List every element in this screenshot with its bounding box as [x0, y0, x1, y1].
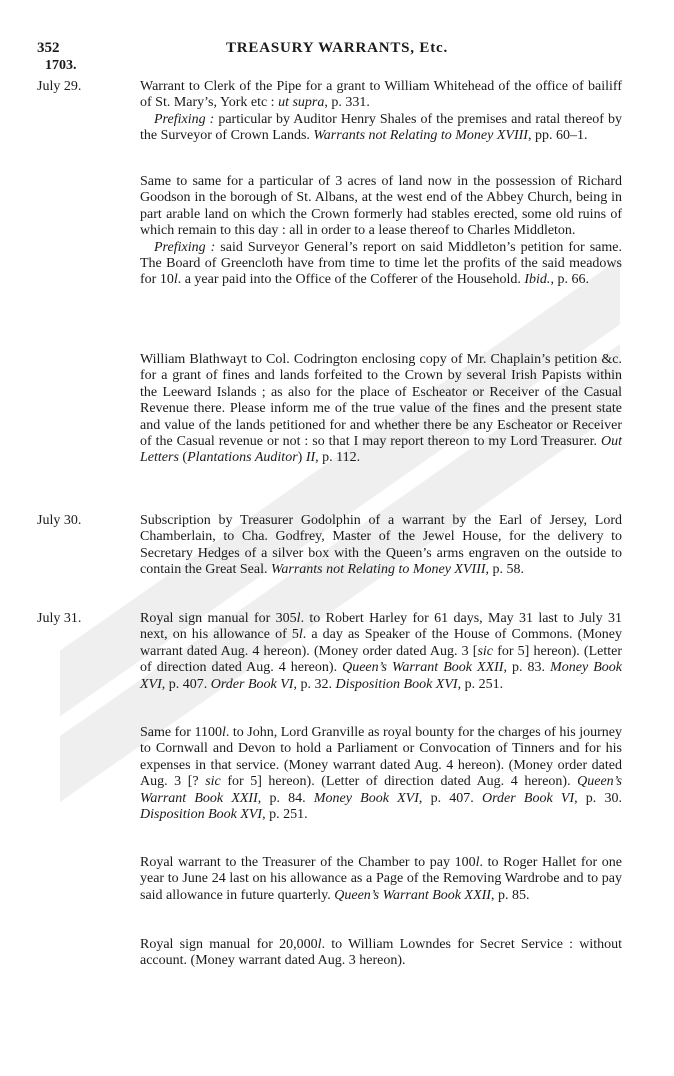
- italic-run: ut supra: [278, 95, 325, 111]
- text-run: . a year paid into the Office of the Cofferer of the Household.: [177, 272, 525, 288]
- italic-run: l: [221, 725, 226, 740]
- entry-date: July 30.: [37, 513, 82, 528]
- text-run: , p. 84.: [257, 790, 314, 806]
- italic-run: Out Letters: [140, 434, 622, 466]
- text-run: , p. 83.: [503, 660, 551, 676]
- entry: [140, 855, 622, 904]
- italic-run: Disposition Book XVI: [335, 676, 458, 692]
- year-label: 1703.: [45, 58, 77, 73]
- text-run: , p. 407.: [161, 676, 211, 692]
- italic-run: Queen’s Warrant Book XXII: [334, 887, 491, 903]
- text-run: Royal sign manual for 20,000: [140, 937, 318, 952]
- text-run: for 5] hereon). (Letter of direction dated Aug. 4 hereon).: [220, 774, 578, 790]
- text-run: . to Robert Harley for 61 days, May 31 last to July 31 next, on his allowance of 5: [140, 611, 623, 643]
- italic-run: l: [317, 937, 322, 952]
- text-run: Royal sign manual for 305: [140, 611, 297, 626]
- text-run: (: [178, 450, 188, 466]
- entry-date: July 31.: [37, 611, 82, 626]
- text-run: ): [297, 450, 306, 466]
- italic-run: l: [173, 272, 178, 288]
- entry-paragraph: [140, 855, 622, 904]
- italic-run: Plantations Auditor: [187, 450, 298, 466]
- text-run: William Blathwayt to Col. Codrington enclosing copy of Mr. Chaplain’s petition &c. for a grant of fines and lands forfeited to the Crown by several Irish Papists within the Leeward Islands ; as also for the place of Escheator or Receiver of the Casual Revenue there. Please inform me of the true value of the fines and the present state and value of the lands petitioned for and whether there be any Escheator or Receiver of the Casual revenue or not : so that I may report thereon to my Lord Treasurer.: [140, 352, 622, 450]
- italic-run: Warrants not Relating to Money XVIII: [271, 562, 486, 578]
- text-run: , p. 112.: [315, 450, 361, 466]
- page-number: 352: [37, 40, 60, 56]
- text-run: Same to same for a particular of 3 acres of land now in the possession of Richard Goodson in the borough of St. Albans, at the west end of the Abbey Church, being in part arable land on which the Crown formerly had stables erected, some old ruins of which remain to this day : all in order to a lease thereof to Charles Middleton.: [140, 174, 622, 239]
- text-run: , p. 85.: [490, 887, 530, 903]
- italic-run: Queen’s Warrant Book XXII: [342, 660, 504, 676]
- italic-run: Prefixing :: [154, 111, 215, 127]
- text-run: , p. 407.: [418, 790, 483, 806]
- italic-run: Order Book VI: [210, 676, 294, 692]
- entry: [140, 174, 622, 289]
- entry: [140, 79, 622, 145]
- text-run: said Surveyor General’s report on said Middleton’s petition for same. The Board of Greencloth have from time to time let the profits of the said meadows for 10: [140, 239, 622, 288]
- text-run: Warrant to Clerk of the Pipe for a grant to William Whitehead of the office of bailiff of St. Mary’s, York etc :: [140, 79, 622, 111]
- entry-paragraph: [140, 937, 622, 970]
- running-title: TREASURY WARRANTS, Etc.: [225, 40, 449, 56]
- italic-run: Ibid.: [524, 272, 551, 288]
- text-run: Subscription by Treasurer Godolphin of a warrant by the Earl of Jersey, Lord Chamberlain, to Cha. Godfrey, Master of the Jewel House, for the delivery to Secretary Hedges of a silver box with the Queen’s arms engraven on the outside to contain the Great Seal.: [140, 513, 622, 578]
- entry-paragraph: [140, 174, 622, 240]
- entry-paragraph: [140, 112, 622, 145]
- italic-run: l: [298, 627, 303, 643]
- italic-run: l: [296, 611, 301, 626]
- text-run: , p. 58.: [485, 562, 525, 578]
- entry: [140, 513, 622, 579]
- entry: [140, 611, 622, 693]
- text-run: , pp. 60–1.: [527, 128, 588, 144]
- text-run: , p. 331.: [324, 95, 370, 111]
- text-run: . to Roger Hallet for one year to June 24 last on his allowance as a Page of the Removing Wardrobe and to pay said allowance in future quarterly.: [140, 855, 622, 903]
- text-run: for 5] hereon). (Letter of direction dated Aug. 4 hereon).: [140, 643, 622, 676]
- italic-run: sic: [205, 774, 221, 790]
- italic-run: Order Book VI: [482, 790, 575, 806]
- italic-run: II: [305, 450, 316, 466]
- entry: [140, 725, 622, 823]
- italic-run: Disposition Book XVI: [140, 807, 263, 823]
- text-run: , p. 251.: [262, 807, 308, 823]
- entry-paragraph: [140, 352, 622, 467]
- text-run: . to John, Lord Granville as royal bounty for the charges of his journey to Cornwall and Devon to hold a Parliament or Convocation of Tinners and for his expenses in that service. (Money warrant dated Aug. 4 hereon). (Money order dated Aug. 3 [?: [140, 725, 622, 790]
- italic-run: Prefixing :: [154, 239, 216, 255]
- text-run: , p. 30.: [574, 790, 623, 806]
- italic-run: sic: [477, 643, 494, 659]
- text-run: particular by Auditor Henry Shales of the premises and ratal thereof by the Surveyor of Crown Lands.: [140, 111, 622, 144]
- text-run: , p. 66.: [550, 272, 589, 288]
- text-run: Same for 1100: [140, 725, 222, 740]
- entry-paragraph: [140, 725, 622, 823]
- italic-run: Money Book XVI: [140, 660, 622, 692]
- entry-paragraph: [140, 611, 622, 693]
- italic-run: Warrants not Relating to Money XVIII: [313, 128, 528, 144]
- text-run: . a day as Speaker of the House of Commons. (Money warrant dated Aug. 4 hereon). (Money order dated Aug. 3 [: [140, 627, 622, 659]
- entry: [140, 352, 622, 467]
- text-run: . to William Lowndes for Secret Service : without account. (Money warrant dated Aug. 3 hereon).: [140, 937, 622, 969]
- entry: [140, 937, 622, 970]
- entry-paragraph: [140, 513, 622, 579]
- italic-run: Money Book XVI: [313, 790, 419, 806]
- text-run: , p. 32.: [293, 676, 336, 692]
- entry-paragraph: [140, 240, 622, 289]
- text-run: Royal warrant to the Treasurer of the Chamber to pay 100: [140, 855, 476, 870]
- italic-run: l: [475, 855, 480, 870]
- italic-run: Queen’s Warrant Book XXII: [140, 774, 622, 806]
- text-run: , p. 251.: [457, 676, 504, 692]
- entry-paragraph: [140, 79, 622, 112]
- entry-date: July 29.: [37, 79, 82, 94]
